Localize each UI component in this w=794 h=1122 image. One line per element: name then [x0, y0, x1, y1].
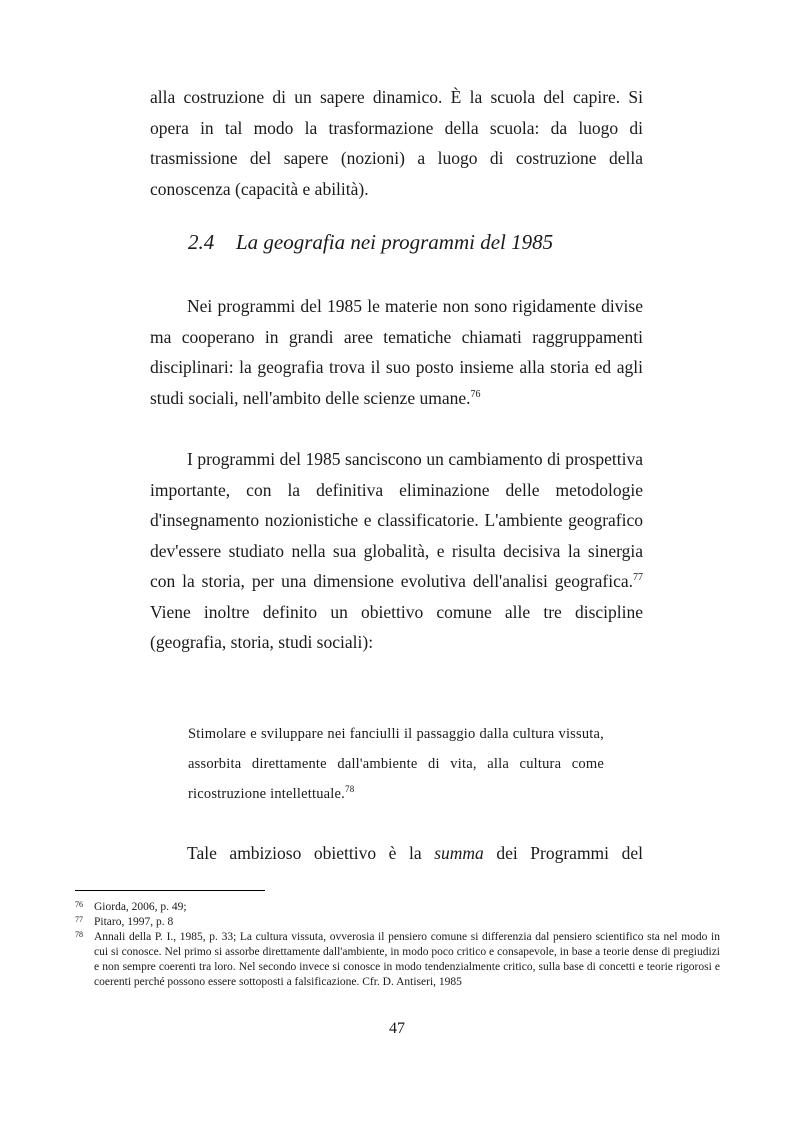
- intro-paragraph: [150, 82, 643, 204]
- quote-text: Stimolare e sviluppare nei fanciulli il passaggio dalla cultura vissuta, assorbita direttamente dall'ambiente di vita, alla cultura come ricostruzione intellettuale.: [188, 726, 604, 802]
- section-heading: [188, 230, 553, 255]
- footnote-77: [75, 915, 720, 930]
- section-title: La geografia nei programmi del 1985: [236, 230, 554, 254]
- paragraph-2-text-cont: Viene inoltre definito un obiettivo comune alle tre discipline (geografia, storia, studi sociali):: [150, 601, 643, 652]
- footnote-text: Pitaro, 1997, p. 8: [94, 916, 174, 928]
- intro-line-1: alla costruzione di un sapere dinamico. È la scuola del capire. Si: [150, 87, 643, 107]
- footnote-text: Annali della P. I., 1985, p. 33; La cultura vissuta, ovverosia il pensiero comune si differenzia dal pensiero scientifico sta nel modo in cui si conosce. Nel primo si assorbe direttamente dall'ambiente, in modo poco critico e consapevole, in base a teorie dense di pregiudizi e non sempre coerenti tra loro. Nel secondo invece si conosce in modo tendenzialmente critico, sulla base di concetti e teorie rigorosi e coerenti perché possono essere sottoposti a falsificazione. Cfr. D. Antiseri, 1985: [94, 931, 720, 988]
- paragraph-3: [150, 838, 643, 869]
- footnote-ref-78: 78: [345, 784, 355, 794]
- block-quote: [188, 719, 604, 809]
- paragraph-1: [150, 291, 643, 413]
- footnote-number: 76: [75, 900, 83, 909]
- footnote-ref-76: 76: [470, 388, 481, 400]
- footnote-78: [75, 930, 720, 990]
- paragraph-2-text: I programmi del 1985 sanciscono un cambiamento di prospettiva importante, con la definitiva eliminazione delle metodologie d'insegnamento nozionistiche e classificatorie. L'ambiente geografico dev'essere studiato nella sua globalità, e risulta decisiva la sinergia con la storia, per una dimensione evolutiva dell'analisi geografica.: [150, 449, 643, 591]
- footnote-text: Giorda, 2006, p. 49;: [94, 901, 187, 913]
- paragraph-3-text-cont: dei Programmi del: [483, 843, 643, 863]
- footnotes-list: [75, 900, 720, 990]
- footnote-number: 78: [75, 930, 83, 939]
- section-number: 2.4: [188, 230, 215, 254]
- page-number: 47: [389, 1020, 405, 1037]
- footnote-number: 77: [75, 915, 83, 924]
- intro-rest: opera in tal modo la trasformazione della scuola: da luogo di trasmissione del sapere (nozioni) a luogo di costruzione della conoscenza (capacità e abilità).: [150, 117, 643, 199]
- paragraph-2: [150, 444, 643, 658]
- emphasis-summa: summa: [434, 843, 484, 863]
- footnote-ref-77: 77: [633, 572, 643, 583]
- footnote-separator: [75, 890, 265, 891]
- footnote-76: [75, 900, 720, 915]
- paragraph-1-text: Nei programmi del 1985 le materie non sono rigidamente divise ma cooperano in grandi aree tematiche chiamati raggruppamenti disciplinari: la geografia trova il suo posto insieme alla storia ed agli studi sociali, nell'ambito delle scienze umane.: [150, 296, 643, 408]
- paragraph-3-text: Tale ambizioso obiettivo è la: [187, 843, 435, 863]
